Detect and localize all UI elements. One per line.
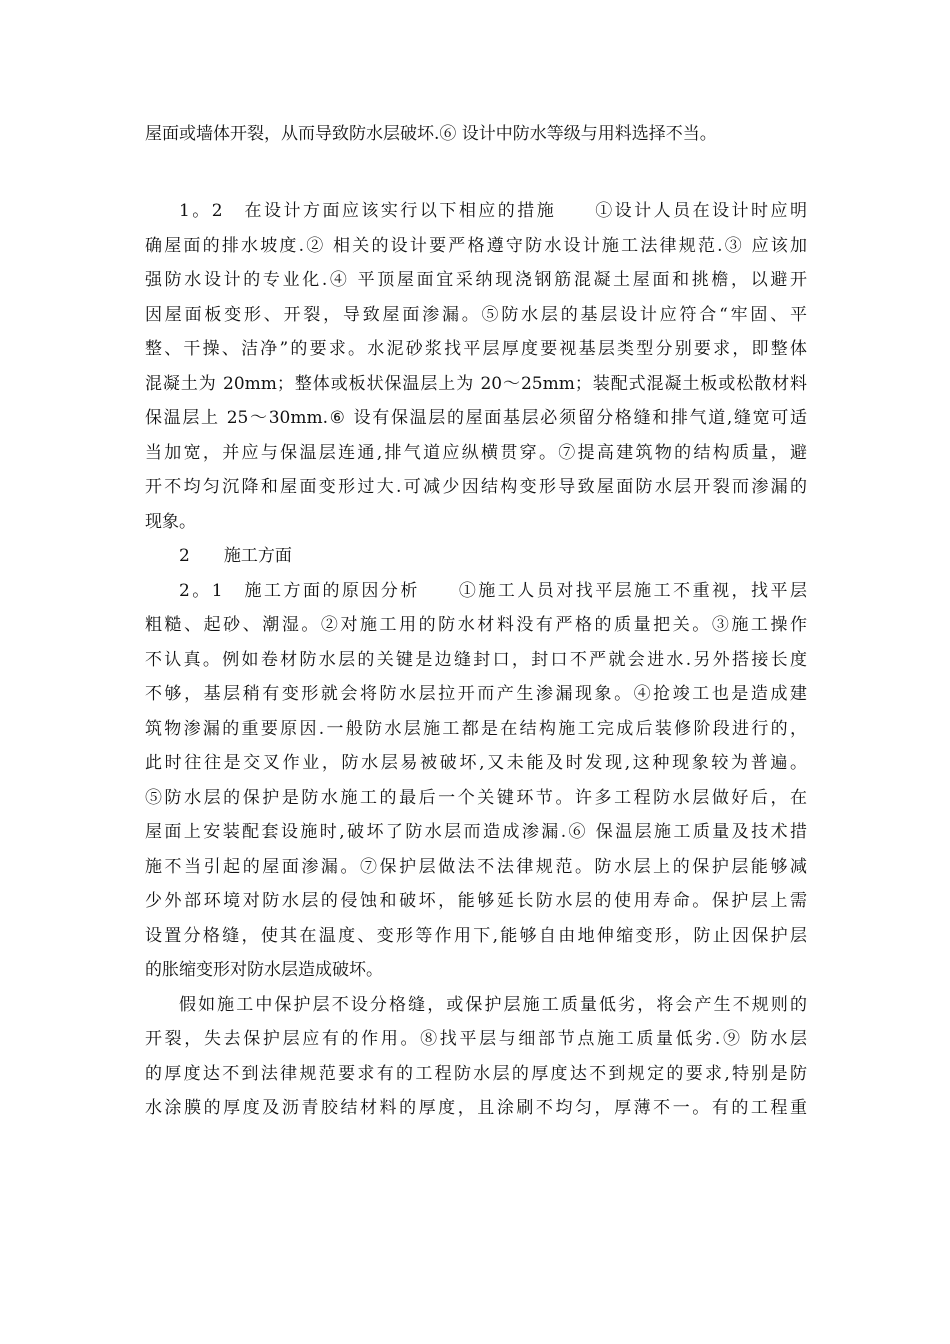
- text-line: ⑤防水层的保护是防水施工的最后一个关键环节。许多工程防水层做好后，在: [145, 787, 807, 808]
- text-line: 屋面或墙体开裂，从而导致防水层破坏.⑥ 设计中防水等级与用料选择不当。: [145, 124, 717, 144]
- text-line: 开不均匀沉降和屋面变形过大.可减少因结构变形导致屋面防水层开裂而渗漏的: [145, 477, 807, 497]
- section-heading-2: 2 施工方面: [179, 546, 292, 566]
- text-line: 的胀缩变形对防水层造成破坏。: [145, 960, 383, 980]
- paragraph-start: 假如施工中保护层不设分格缝，或保护层施工质量低劣，将会产生不规则的: [179, 994, 807, 1015]
- text-line: 少外部环境对防水层的侵蚀和破坏，能够延长防水层的使用寿命。保护层上需: [145, 891, 807, 911]
- text-line: 不够，基层稍有变形就会将防水层拉开而产生渗漏现象。④抢竣工也是造成建: [145, 684, 807, 704]
- text-line: 混凝土为 20mm；整体或板状保温层上为 20～25mm；装配式混凝土板或松散材料: [145, 373, 807, 394]
- section-heading-1-2: 1。2 在设计方面应该实行以下相应的措施 ①设计人员在设计时应明: [179, 201, 807, 221]
- text-line: 强防水设计的专业化.④ 平顶屋面宜采纳现浇钢筋混凝土屋面和挑檐，以避开: [145, 270, 807, 290]
- text-line: 开裂，失去保护层应有的作用。⑧找平层与细部节点施工质量低劣.⑨ 防水层: [145, 1029, 807, 1049]
- text-line: 粗糙、起砂、潮湿。②对施工用的防水材料没有严格的质量把关。③施工操作: [145, 615, 807, 635]
- paragraph-continuation: [145, 117, 807, 152]
- section-heading-2-1: 2。1 施工方面的原因分析 ①施工人员对找平层施工不重视，找平层: [179, 580, 807, 601]
- text-line: 此时往往是交叉作业，防水层易被破坏,又未能及时发现,这种现象较为普遍。: [145, 753, 807, 773]
- text-line: 水涂膜的厚度及沥青胶结材料的厚度，且涂刷不均匀，厚薄不一。有的工程重: [145, 1098, 807, 1118]
- text-line: 现象。: [145, 511, 196, 532]
- document-body: [145, 194, 807, 1126]
- text-line: 筑物渗漏的重要原因.一般防水层施工都是在结构施工完成后装修阶段进行的，: [145, 718, 807, 739]
- text-line: 施不当引起的屋面渗漏。⑦保护层做法不法律规范。防水层上的保护层能够减: [145, 856, 807, 877]
- text-line: 当加宽，并应与保温层连通,排气道应纵横贯穿。⑦提高建筑物的结构质量，避: [145, 442, 807, 463]
- text-line: 屋面上安装配套设施时,破坏了防水层而造成渗漏.⑥ 保温层施工质量及技术措: [145, 822, 807, 842]
- text-line: 不认真。例如卷材防水层的关键是边缝封口，封口不严就会进水.另外搭接长度: [145, 649, 807, 670]
- text-line: 保温层上 25～30mm.⑥ 设有保温层的屋面基层必须留分格缝和排气道,缝宽可适: [145, 408, 807, 428]
- text-line: 的厚度达不到法律规范要求有的工程防水层的厚度达不到规定的要求,特别是防: [145, 1063, 807, 1084]
- text-line: 整、干操、洁净”的要求。水泥砂浆找平层厚度要视基层类型分别要求，即整体: [145, 339, 807, 359]
- text-line: 确屋面的排水坡度.② 相关的设计要严格遵守防水设计施工法律规范.③ 应该加: [145, 235, 807, 256]
- text-line: 设置分格缝，使其在温度、变形等作用下,能够自由地伸缩变形，防止因保护层: [145, 925, 807, 946]
- text-line: 因屋面板变形、开裂，导致屋面渗漏。⑤防水层的基层设计应符合“牢固、平: [145, 304, 807, 325]
